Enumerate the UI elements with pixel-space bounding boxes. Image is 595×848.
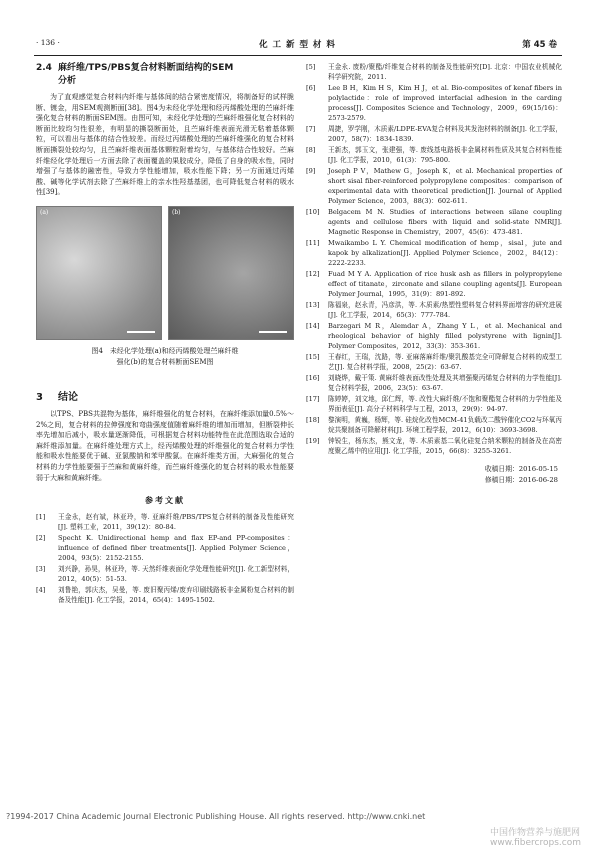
reference-item: [13] 陈福泉，赵永青，冯彦洪，等. 木质素/热塑性塑料复合材料界面增容的研究进展[J]. 化工学报，2014，65(3)：777-784. [306,301,562,319]
reference-item: [5] 王金永. 废粉/聚酯/纤维复合材料的制备及性能研究[D]. 北京：中国农业机械化科学研究院，2011. [306,63,562,81]
header-rule [34,55,562,56]
section-number: 3 [36,391,43,403]
received-date: 收稿日期：2016-05-15 [484,465,558,473]
reference-item: [18] 黎演明，黄巍，杨辉，等. 硅烷化改性MCM-41负载改二酸锌催化CO2与环氧丙烷共聚制备可降解材料[J]. 环境工程学报，2012，6(10)：3693-3698. [306,416,562,434]
section-title-cont: 分析 [58,76,77,86]
figure-4 [36,206,294,340]
figure-caption [36,346,294,368]
reference-item: [7] 周捷，罗学刚，木质素/LDPE-EVA复合材料及其发泡材料的制备[J]. 化工学报，2007，58(7)：1834-1839. [306,125,562,143]
sem-image-b [168,206,294,340]
section-2-4-heading [36,62,294,75]
references-list-left [36,512,294,605]
image-label-b: (b) [172,208,181,216]
scale-bar [259,331,287,333]
section-title: 结论 [58,391,78,403]
reference-item: [2] Specht K. Unidirectional hemp and flax EP-and PP-composites：influence of defined fiber treatments[J]. Applied Polymer Science，2004，93(5)：2152-2155. [36,534,294,563]
reference-item: [4] 刘鲁艳，郭庆杰，吴曼，等. 废旧聚丙烯/废弃印刷线路板非金属粉复合材料的制备及性能[J]. 化工学报，2014，65(4)：1495-1502. [36,586,294,605]
section-2-4-paragraph: 为了直观感觉复合材料内纤维与基体间的结合紧密度情况，将制备好的试样脆断、镀金，用SEM观测断面[38]。图4为未经化学处理和经丙烯酸处理的苎麻纤维强化复合材料的断面SEM图。由图可知，未经化学处理的苎麻纤维强化复合材料的断面比较均匀性很差，有明显的撕裂断面处，且苎麻纤维表面光滑无粘着基体颗粒，可以看出与基体的结合性较差。而经过丙烯酸处理的苎麻纤维强化的复合材料断面撕裂处较均匀，且苎麻纤维表面基体颗粒附着均匀，与基体结合性较好。苎麻纤维经化学处理后一方面去除了表面覆盖的果胶成分，降低了自身的吸水性，同时增强了与基体的融密性，导致力学性能增加，吸水性能下降；另一方面通过丙烯酸、碱等化学试剂去除了苎麻纤维上的亲水性羟基基团，也可降低复合材料的吸水性[39]。 [36,93,294,197]
reference-item: [15] 王春红，王瑞，沈路，等. 亚麻落麻纤维/聚乳酸基完全可降解复合材料的成型工艺[J]. 复合材料学报，2008，25(2)：63-67. [306,353,562,371]
copyright-line: ?1994-2017 China Academic Journal Electronic Publishing House. All rights reserved. http://www.cnki.net [6,812,426,821]
journal-name: 化 工 新 型 材 料 [259,40,336,50]
reference-item: [8] 王新杰，郭玉文，张建强，等. 废线基电路板非金属材料性质及其复合材料性能[J]. 化工学报，2010，61(3)：795-800. [306,146,562,164]
volume-label: 第 45 卷 [522,40,557,50]
references-title: 参考文献 [145,495,185,506]
reference-item: [14] Barzegari M R，Alemdar A，Zhang Y L，et al. Mechanical and rheological behavior of highly filled polystyrene with lignin[J]. Polymer Composites，2012，33(3)：353-361. [306,322,562,350]
caption-line-2: 强化(b)的复合材料断面SEM图 [116,357,214,366]
reference-item: [12] Fuad M Y A. Application of rice husk ash as fillers in polypropylene effect of titanate，zirconate and silane coupling agents[J]. European Polymer Journal，1995，31(9)：891-892. [306,270,562,298]
image-label-a: (a) [40,208,49,216]
section-number: 2.4 [36,63,52,73]
caption-line-1: 图4 未经化学处理(a)和经丙烯酸处理苎麻纤维 [91,346,239,355]
reference-item: [19] 钟锐生，杨东杰，熊文龙，等. 木质素基二氧化硅复合纳米颗粒的制备及在高密度聚乙烯中的应用[J]. 化工学报，2015，66(8)：3255-3261. [306,437,562,455]
page-number: · 136 · [36,38,60,47]
reference-item: [11] Mwaikambo L Y. Chemical modification of hemp，sisal，jute and kapok by alkalization[J]. Applied Polymer Science，2002，84(12)：2222-2233. [306,239,562,267]
reference-item: [10] Belgacem M N. Studies of interactions between silane coupling agents and cellulose fibers with liquid and solid-state NMR[J]. Magnetic Response in Chemistry，2007，45(6)：473-481. [306,208,562,236]
section-title: 麻纤维/TPS/PBS复合材料断面结构的SEM [58,63,234,73]
reference-item: [1] 王金永，赵有斌，林亚玲，等. 亚麻纤维/PBS/TPS复合材料的制备及性能研究[J]. 塑料工业，2011，39(12)：80-84. [36,513,294,532]
reference-item: [6] Lee B H，Kim H S，Kim H J，et al. Bio-composites of kenaf fibers in polylactide：role of improved interfacial adhesion in the carding process[J]. Composites Science and Technology，2009，69(15/16)：2573-2579. [306,84,562,122]
reference-item: [17] 陈婷婷，刘文地，邱仁辉，等. 改性大麻纤维/不饱和聚酯复合材料的力学性能及界面表征[J]. 高分子材料科学与工程，2013，29(9)：94-97. [306,395,562,413]
section-3-paragraph: 以TPS、PBS共混物为基体，麻纤维强化的复合材料，在麻纤维添加量0.5%～2%之间，复合材料的拉伸强度和弯曲强度值随着麻纤维的增加而增加，但断裂伸长率先增加后减小，吸水量逐渐降低，可根据复合材料功能特性在此范围选取合适的麻纤维添加量。在麻纤维处理方式上，经丙烯酸处理的纤维强化的复合材料力学性能和吸水性能要优于碱、亚氯酸钠和苯甲酸氯。在麻纤维类方面，大麻强化的复合材料的力学性能要强于苎麻和黄麻纤维，而苎麻纤维强化的复合材料的吸水性能要弱于大麻和黄麻纤维。 [36,409,294,482]
sem-image-a [36,206,162,340]
reference-item: [16] 刘晓烨，戴干策. 黄麻纤维表面改性处理及其增强聚丙烯复合材料的力学性能[J]. 复合材料学报，2006，23(5)：63-67. [306,374,562,392]
reference-item: [9] Joseph P V，Mathew G，Joseph K，et al. Mechanical properties of short sisal fiber-reinforced polypropylene composites：comparison of experimental data with theoretical prediction[J]. Journal of Applied Polymer Science，2003，88(3)：602-611. [306,167,562,205]
site-watermark: 中国作物营养与施肥网 www.fibercrops.com [490,828,581,848]
scale-bar [127,331,155,333]
article-dates [306,464,562,486]
section-3-heading [36,388,294,403]
revised-date: 修稿日期：2016-06-28 [484,476,558,484]
left-column [36,62,294,606]
reference-item: [3] 刘兴静，孙昊，林亚玲，等. 天然纤维表面化学处理性能研究[J]. 化工新型材料，2012，40(5)：51-53. [36,565,294,584]
right-column [306,62,562,486]
